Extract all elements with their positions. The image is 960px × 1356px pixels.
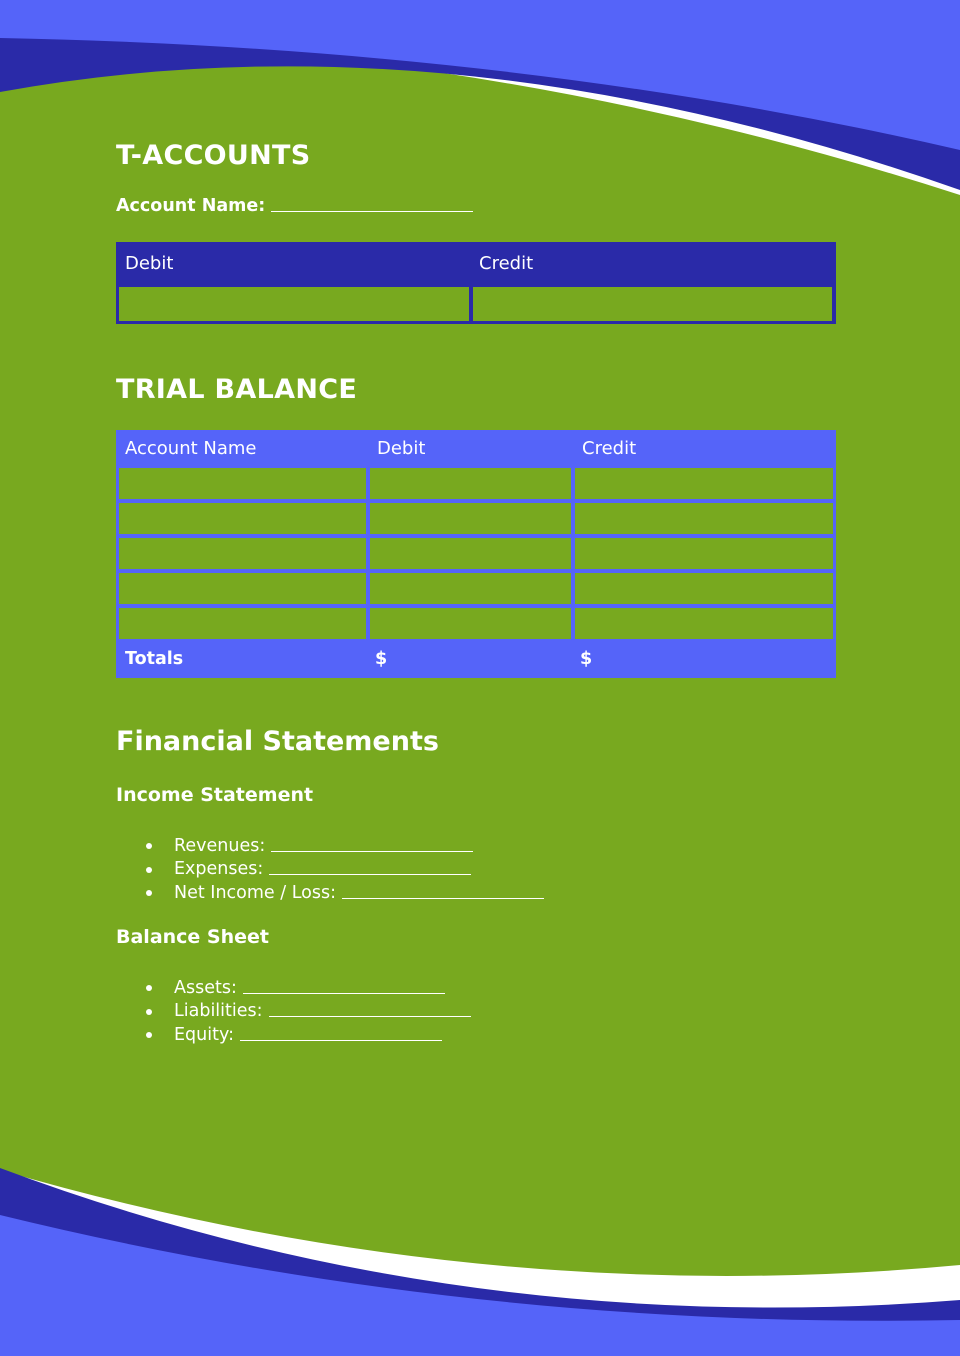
net-income-blank[interactable]	[342, 897, 544, 899]
balance-sheet-list	[116, 974, 471, 1045]
financial-statements-title: Financial Statements	[116, 726, 439, 757]
equity-blank[interactable]	[240, 1039, 442, 1041]
t-account-header	[116, 242, 836, 286]
t-account-table	[116, 242, 836, 324]
t-credit-cell[interactable]	[473, 287, 832, 321]
bullet-icon	[146, 890, 152, 896]
bullet-icon	[146, 1032, 152, 1038]
list-item	[116, 1021, 471, 1045]
income-statement-list	[116, 832, 544, 903]
assets-label: Assets:	[174, 977, 237, 998]
t-debit-header: Debit	[125, 253, 174, 274]
tb-row2-account[interactable]	[119, 503, 366, 534]
tb-debit-header: Debit	[377, 438, 426, 459]
expenses-blank[interactable]	[269, 873, 471, 875]
bullet-icon	[146, 985, 152, 991]
account-name-label: Account Name:	[116, 196, 266, 216]
liabilities-blank[interactable]	[269, 1015, 471, 1017]
tb-totals-debit: $	[375, 649, 388, 669]
bullet-icon	[146, 843, 152, 849]
bullet-icon	[146, 1009, 152, 1015]
list-item	[116, 832, 544, 856]
tb-row1-account[interactable]	[119, 468, 366, 499]
expenses-label: Expenses:	[174, 859, 264, 879]
tb-row1-debit[interactable]	[370, 468, 571, 499]
list-item	[116, 998, 471, 1022]
tb-row3-debit[interactable]	[370, 538, 571, 569]
account-name-line	[116, 196, 473, 216]
equity-label: Equity:	[174, 1024, 234, 1045]
liabilities-label: Liabilities:	[174, 1001, 263, 1021]
tb-row3-account[interactable]	[119, 538, 366, 569]
assets-blank[interactable]	[243, 992, 445, 994]
list-item	[116, 974, 471, 998]
balance-sheet-title: Balance Sheet	[116, 926, 269, 948]
net-income-label: Net Income / Loss:	[174, 882, 336, 903]
tb-row5-credit[interactable]	[575, 608, 833, 639]
revenues-label: Revenues:	[174, 835, 266, 856]
tb-row2-debit[interactable]	[370, 503, 571, 534]
tb-totals-credit: $	[580, 649, 593, 669]
tb-row1-credit[interactable]	[575, 468, 833, 499]
account-name-blank[interactable]	[271, 210, 473, 212]
list-item	[116, 879, 544, 903]
tb-row2-credit[interactable]	[575, 503, 833, 534]
tb-row5-debit[interactable]	[370, 608, 571, 639]
tb-row4-debit[interactable]	[370, 573, 571, 604]
tb-credit-header: Credit	[582, 438, 637, 459]
revenues-blank[interactable]	[271, 850, 473, 852]
list-item	[116, 856, 544, 880]
trial-balance-title: TRIAL BALANCE	[116, 374, 358, 405]
t-credit-header: Credit	[479, 253, 534, 274]
income-statement-title: Income Statement	[116, 784, 314, 806]
tb-row5-account[interactable]	[119, 608, 366, 639]
tb-row3-credit[interactable]	[575, 538, 833, 569]
t-accounts-title: T-ACCOUNTS	[116, 140, 311, 171]
tb-row4-account[interactable]	[119, 573, 366, 604]
tb-account-name-header: Account Name	[125, 438, 257, 459]
t-debit-cell[interactable]	[119, 287, 469, 321]
tb-totals-label: Totals	[125, 649, 184, 669]
bullet-icon	[146, 867, 152, 873]
trial-balance-table	[116, 430, 836, 678]
tb-row4-credit[interactable]	[575, 573, 833, 604]
